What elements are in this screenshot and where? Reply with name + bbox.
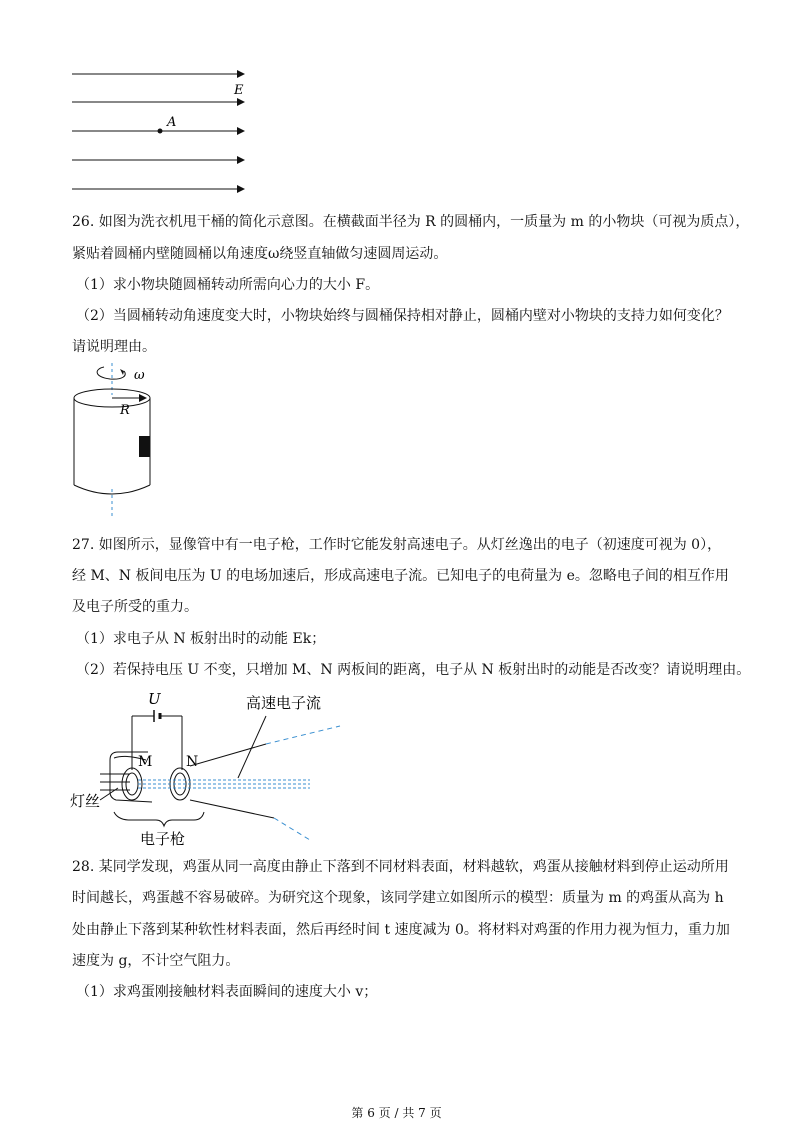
q27-part2: （2）若保持电压 U 不变，只增加 M、N 两板间的距离，电子从 N 板射出时的动能是否改变？请说明理由。 [76, 662, 751, 678]
q27-part1: （1）求电子从 N 板射出时的动能 Ek； [76, 631, 326, 647]
q26-part1: （1）求小物块随圆桶转动所需向心力的大小 F。 [76, 277, 380, 293]
q28-stem-line3: 处由静止下落到某种软性材料表面，然后再经时间 t 速度减为 0。将材料对鸡蛋的作用力视为恒力，重力加 [72, 922, 730, 938]
label-electron-gun: 电子枪 [140, 830, 186, 848]
point-a-dot [158, 129, 163, 134]
q26-stem-line2: 紧贴着圆桶内壁随圆桶以角速度ω绕竖直轴做匀速圆周运动。 [72, 246, 448, 262]
label-u: U [148, 690, 161, 708]
label-high-speed-stream: 高速电子流 [246, 694, 322, 712]
drum-figure [68, 363, 168, 521]
label-a: A [167, 115, 177, 130]
q28-part1: （1）求鸡蛋刚接触材料表面瞬间的速度大小 v； [76, 984, 378, 1000]
electric-field-figure [72, 64, 262, 199]
label-e: E [234, 83, 244, 98]
label-n: N [186, 754, 199, 770]
electron-gun-figure [70, 688, 350, 848]
q28-stem-line1: 28. 某同学发现，鸡蛋从同一高度由静止下落到不同材料表面，材料越软，鸡蛋从接触材料到停止运动所用 [72, 859, 729, 875]
label-filament: 灯丝 [70, 792, 101, 810]
page-footer: 第 6 页 / 共 7 页 [351, 1106, 442, 1120]
label-r: R [120, 403, 130, 418]
q26-part2-line2: 请说明理由。 [72, 339, 156, 355]
q28-stem-line2: 时间越长，鸡蛋越不容易破碎。为研究这个现象，该同学建立如图所示的模型：质量为 m 的鸡蛋从高为 h [72, 890, 724, 906]
label-omega: ω [134, 368, 145, 383]
q27-stem-line2: 经 M、N 板间电压为 U 的电场加速后，形成高速电子流。已知电子的电荷量为 e。忽略电子间的相互作用 [72, 568, 729, 584]
q27-stem-line1: 27. 如图所示，显像管中有一电子枪，工作时它能发射高速电子。从灯丝逸出的电子（初速度可视为 0）， [72, 537, 722, 553]
q26-part2-line1: （2）当圆桶转动角速度变大时，小物块始终与圆桶保持相对静止，圆桶内壁对小物块的支持力如何变化？ [76, 308, 729, 324]
small-block [139, 436, 150, 457]
q28-stem-line4: 速度为 g，不计空气阻力。 [72, 953, 240, 969]
q27-stem-line3: 及电子所受的重力。 [72, 599, 198, 615]
label-m: M [138, 754, 153, 770]
q26-stem-line1: 26. 如图为洗衣机甩干桶的简化示意图。在横截面半径为 R 的圆桶内，一质量为 m 的小物块（可视为质点）， [72, 214, 750, 230]
